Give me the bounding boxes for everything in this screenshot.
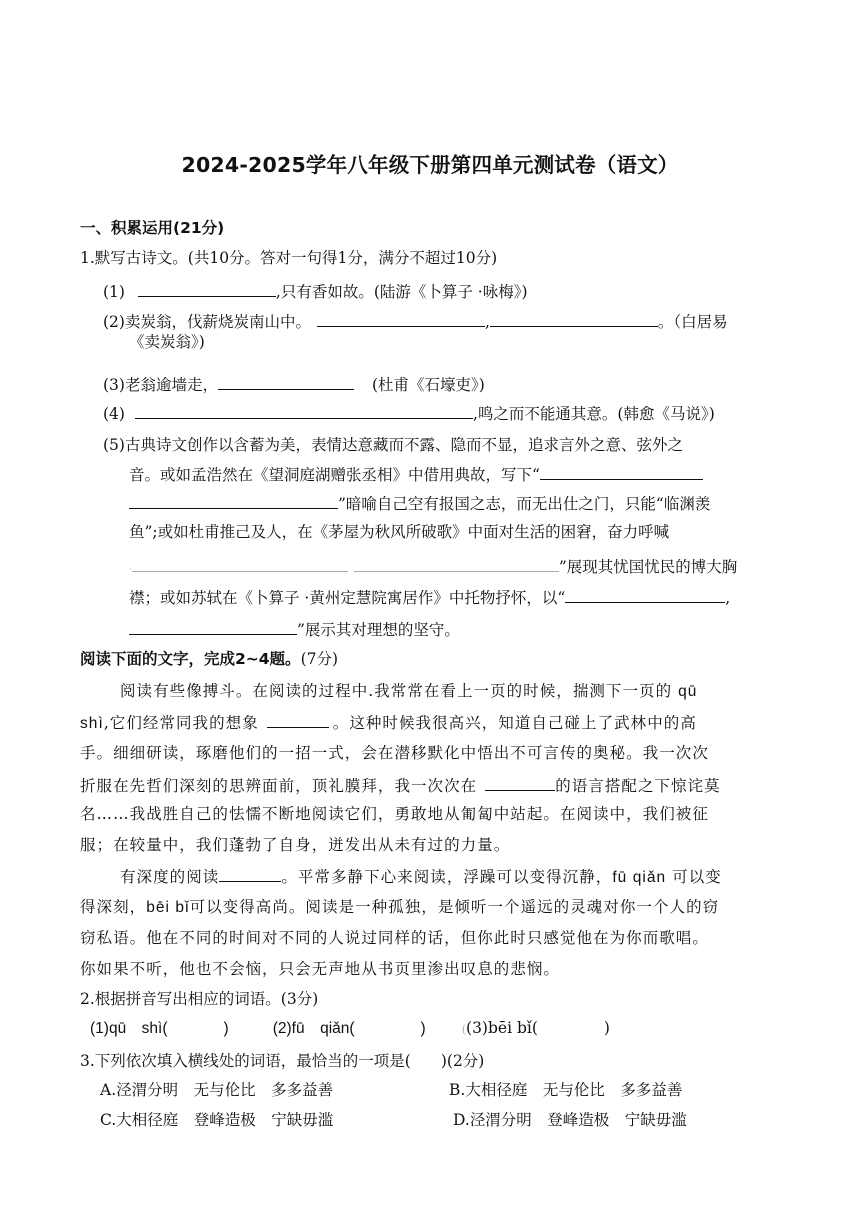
item-text: 。（白居易 bbox=[657, 313, 728, 331]
faint-dot: · bbox=[129, 565, 132, 575]
option-c[interactable]: C.大相径庭 登峰造极 宁缺毋滥 bbox=[100, 1111, 334, 1129]
item-comma: , bbox=[484, 313, 490, 331]
question-1-5-line bbox=[129, 587, 730, 608]
passage-text: 阅读有些像搏斗。在阅读的过程中.我常常在看上一页的时候，揣测下一页的 bbox=[120, 682, 673, 700]
passage-line: 手。细细研读，琢磨他们的一招一式，会在潜移默化中悟出不可言传的奥秘。我一次次 bbox=[80, 744, 709, 762]
answer-blank[interactable] bbox=[135, 403, 473, 419]
q3-stem-text: 3.下列依次填入横线处的词语，最恰当的一项是( bbox=[80, 1052, 411, 1070]
option-b[interactable]: B.大相径庭 无与伦比 多多益善 bbox=[449, 1081, 683, 1099]
pinyin: shì bbox=[80, 715, 104, 732]
answer-blank[interactable] bbox=[132, 556, 348, 572]
passage-text: 的语言搭配之下惊诧莫 bbox=[555, 777, 721, 795]
passage-line bbox=[120, 866, 722, 888]
passage-text: 有深度的阅读 bbox=[120, 868, 220, 886]
line-text: 襟；或如苏轼在《卜算子 ·黄州定慧院寓居作》中托物抒怀，以“ bbox=[129, 589, 566, 607]
passage-text: 可以变得高尚。阅读是一种孤独，是倾听一个遥远的灵魂对你一个人的窃 bbox=[189, 898, 720, 916]
section-heading: 一、积累运用(21分) bbox=[80, 219, 225, 237]
item-number: (4) bbox=[103, 405, 125, 423]
question-1-5-line bbox=[129, 619, 460, 640]
question-1-5-line bbox=[129, 493, 710, 514]
option-a[interactable]: A.泾渭分明 无与伦比 多多益善 bbox=[100, 1081, 334, 1099]
pinyin: bēi bǐ bbox=[146, 899, 190, 916]
passage-text: 折服在先哲们深刻的思辨面前，顶礼膜拜，我一次次在 bbox=[80, 777, 478, 795]
passage-text: 。平常多静下心来阅读，浮躁可以变得沉静， bbox=[281, 868, 613, 886]
item-text: (3)老翁逾墙走， bbox=[103, 376, 218, 394]
passage-text: 。这种时候我很高兴，知道自己碰上了武林中的高 bbox=[332, 714, 697, 732]
answer-blank[interactable] bbox=[540, 464, 703, 480]
question-1-5-line: 鱼”;或如杜甫推己及人，在《茅屋为秋风所破歌》中面对生活的困窘，奋力呼喊 bbox=[129, 523, 670, 541]
item-text: ,鸣之而不能通其意。(韩愈《马说》) bbox=[472, 405, 715, 423]
passage-text: ,它们经常同我的想象 bbox=[103, 714, 259, 732]
q3-stem-close: )(2分) bbox=[440, 1052, 485, 1070]
answer-blank[interactable] bbox=[565, 587, 725, 603]
answer-blank[interactable] bbox=[267, 712, 329, 728]
exam-title: 2024-2025学年八年级下册第四单元测试卷（语文） bbox=[181, 153, 679, 177]
answer-blank[interactable] bbox=[490, 311, 658, 327]
answer-blank[interactable] bbox=[317, 311, 485, 327]
answer-blank[interactable] bbox=[219, 866, 281, 882]
question-2-stem: 2.根据拼音写出相应的词语。(3分) bbox=[80, 990, 319, 1008]
q2-item-3-close: ) bbox=[603, 1019, 610, 1037]
question-1-1 bbox=[103, 281, 528, 302]
option-d[interactable]: D.泾渭分明 登峰造极 宁缺毋滥 bbox=[453, 1111, 687, 1129]
item-text: (2)卖炭翁，伐薪烧炭南山中。 bbox=[103, 313, 311, 331]
answer-blank[interactable] bbox=[129, 619, 297, 635]
item-number: (1) bbox=[103, 283, 125, 301]
passage-line bbox=[80, 712, 697, 734]
q2-item-2-close: ) bbox=[420, 1020, 426, 1037]
line-text: ”暗喻自己空有报国之志，而无出仕之门，只能“临渊羡 bbox=[338, 495, 711, 513]
line-text: ”展现其忧国忧民的博大胸 bbox=[558, 558, 738, 576]
q2-item-2: (2)fū qiǎn( bbox=[272, 1020, 355, 1037]
reading-heading bbox=[80, 649, 338, 669]
question-1-2 bbox=[103, 311, 728, 332]
question-1-5-line bbox=[129, 464, 703, 485]
answer-blank[interactable] bbox=[355, 1017, 421, 1033]
answer-blank[interactable] bbox=[168, 1017, 224, 1033]
passage-line: 你如果不听，他也不会恼，只会无声地从书页里渗出叹息的悲悯。 bbox=[80, 960, 560, 978]
passage-line bbox=[80, 897, 719, 918]
q2-item-3: (3)bēi bǐ( bbox=[466, 1019, 538, 1037]
pinyin: fū qiǎn bbox=[612, 869, 667, 886]
question-1-5-line bbox=[129, 556, 737, 580]
answer-blank[interactable] bbox=[129, 493, 338, 509]
line-text: ”展示其对理想的坚守。 bbox=[297, 621, 460, 639]
question-2-items bbox=[90, 1017, 610, 1040]
faint-mark: ( bbox=[461, 1023, 467, 1036]
line-comma: , bbox=[725, 589, 731, 607]
reading-score: (7分) bbox=[300, 650, 339, 668]
passage-line: 名……我战胜自己的怯懦不断地阅读它们，勇敢地从匍匐中站起。在阅读中，我们被征 bbox=[80, 805, 709, 823]
question-1-2-source: 《卖炭翁》) bbox=[129, 333, 205, 351]
answer-blank[interactable] bbox=[485, 775, 555, 791]
line-text: 音。或如孟浩然在《望洞庭湖赠张丞相》中借用典故，写下“ bbox=[129, 466, 540, 484]
question-1-4 bbox=[103, 403, 715, 424]
q2-item-1-close: ) bbox=[223, 1020, 229, 1037]
q2-item-1: (1)qū shì( bbox=[90, 1020, 168, 1037]
passage-text: 可以变 bbox=[672, 868, 722, 886]
answer-blank[interactable] bbox=[354, 556, 559, 572]
answer-blank[interactable] bbox=[218, 374, 354, 390]
question-1-stem: 1.默写古诗文。(共10分。答对一句得1分，满分不超过10分) bbox=[80, 249, 498, 267]
pinyin: qū bbox=[678, 683, 698, 700]
question-1-3 bbox=[103, 374, 485, 395]
question-1-5-line: (5)古典诗文创作以含蓄为美，表情达意藏而不露、隐而不显，追求言外之意、弦外之 bbox=[103, 436, 683, 454]
passage-line bbox=[80, 775, 721, 796]
passage-line: 服；在较量中，我们蓬勃了自身，迸发出从未有过的力量。 bbox=[80, 836, 511, 854]
item-source: (杜甫《石壕吏》) bbox=[371, 376, 485, 394]
reading-title: 阅读下面的文字，完成2~4题。 bbox=[80, 650, 301, 668]
answer-blank[interactable] bbox=[411, 1050, 441, 1066]
passage-line: 窃私语。他在不同的时间对不同的人说过同样的话，但你此时只感觉他在为你而歌唱。 bbox=[80, 929, 709, 947]
question-3-stem bbox=[80, 1050, 484, 1071]
answer-blank[interactable] bbox=[538, 1017, 604, 1033]
passage-text: 得深刻， bbox=[80, 898, 147, 916]
item-text: ,只有香如故。(陆游《卜算子 ·咏梅》) bbox=[275, 283, 528, 301]
passage-line bbox=[120, 681, 697, 702]
answer-blank[interactable] bbox=[138, 281, 276, 297]
